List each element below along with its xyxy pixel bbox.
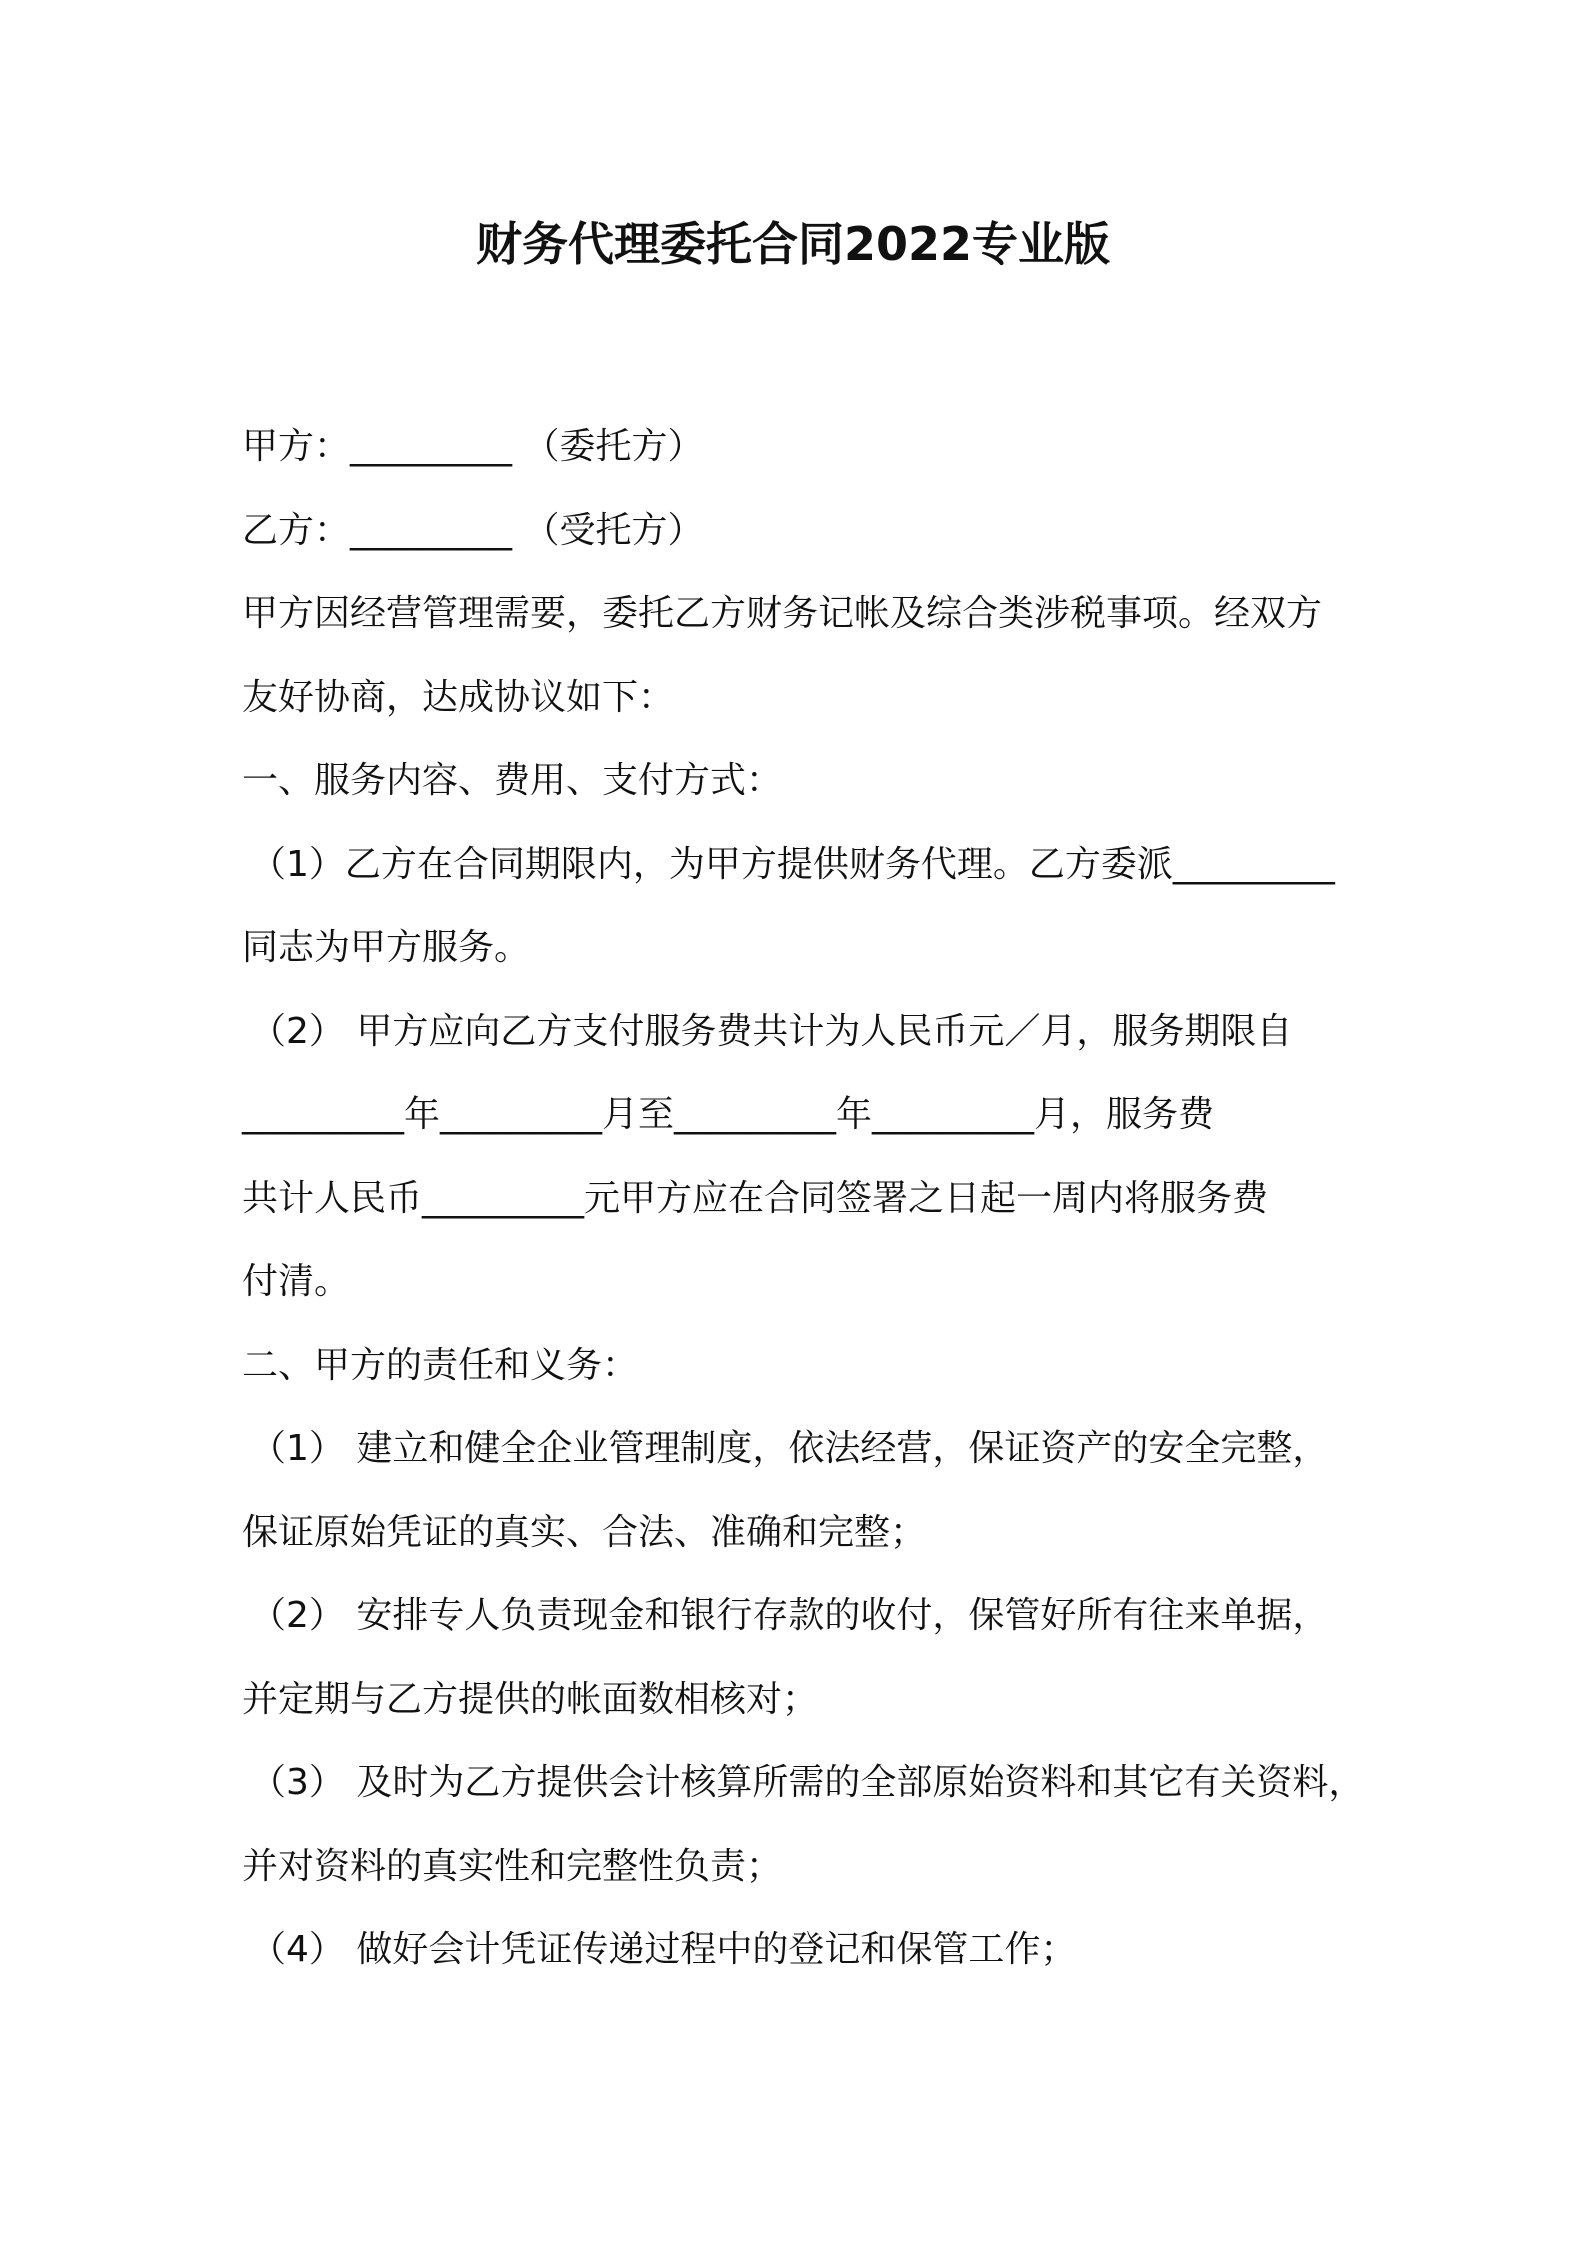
- clause-1-2-line-2: _________年_________月至_________年_________月，服务费: [242, 1094, 1215, 1135]
- clause-2-1-line-1: （1） 建立和健全企业管理制度，依法经营，保证资产的安全完整，: [250, 1428, 1329, 1469]
- preamble-line-2: 友好协商，达成协议如下：: [242, 676, 675, 718]
- party-b-line: 乙方：_________ （受托方）: [242, 509, 704, 551]
- clause-2-2-line-2: 并定期与乙方提供的帐面数相核对；: [242, 1678, 819, 1720]
- section-2-heading: 二、甲方的责任和义务：: [242, 1344, 639, 1386]
- document-title: 财务代理委托合同2022专业版: [475, 217, 1111, 271]
- preamble-line-1: 甲方因经营管理需要，委托乙方财务记帐及综合类涉税事项。经双方: [242, 593, 1323, 634]
- clause-1-2-line-4: 付清。: [242, 1261, 351, 1302]
- clause-2-3-line-1: （3） 及时为乙方提供会计核算所需的全部原始资料和其它有关资料，: [250, 1762, 1365, 1803]
- section-1-heading: 一、服务内容、费用、支付方式：: [242, 760, 783, 801]
- party-a-line: 甲方：_________ （委托方）: [242, 426, 704, 467]
- clause-1-1-line-1: （1）乙方在合同期限内，为甲方提供财务代理。乙方委派_________: [250, 843, 1335, 885]
- clause-1-2-line-3: 共计人民币_________元甲方应在合同签署之日起一周内将服务费: [242, 1177, 1269, 1219]
- document-body: [242, 405, 1365, 1992]
- clause-2-3-line-2: 并对资料的真实性和完整性负责；: [242, 1845, 783, 1887]
- clause-2-4-line-1: （4） 做好会计凭证传递过程中的登记和保管工作；: [250, 1929, 1077, 1970]
- clause-1-1-line-2: 同志为甲方服务。: [242, 927, 531, 968]
- clause-2-1-line-2: 保证原始凭证的真实、合法、准确和完整；: [242, 1511, 927, 1553]
- clause-1-2-line-1: （2） 甲方应向乙方支付服务费共计为人民币元／月，服务期限自: [250, 1010, 1293, 1052]
- clause-2-2-line-1: （2） 安排专人负责现金和银行存款的收付，保管好所有往来单据，: [250, 1595, 1329, 1636]
